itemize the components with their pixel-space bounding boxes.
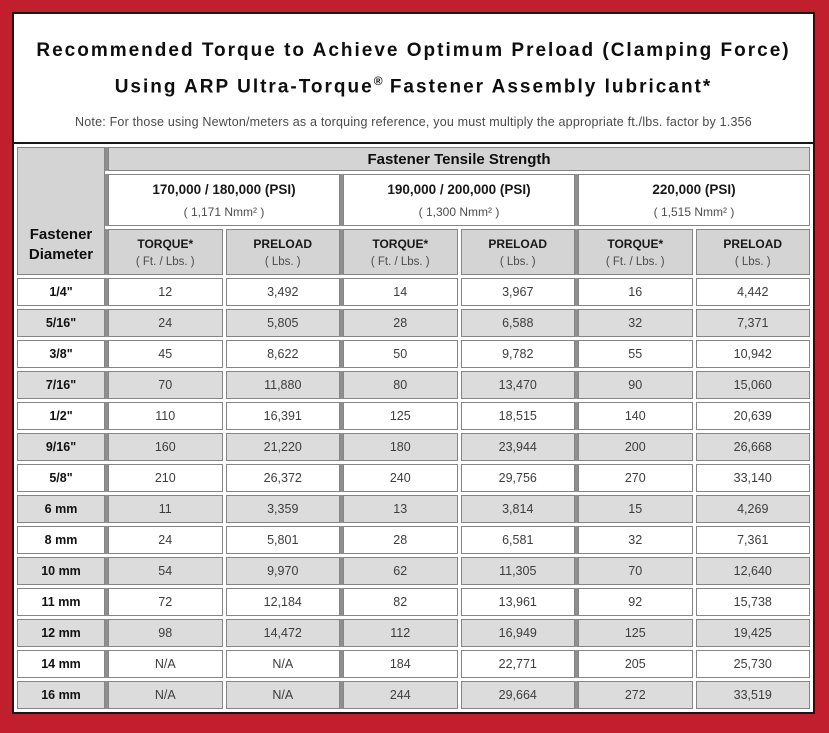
- value-cell: 92: [578, 588, 693, 616]
- value-cell: 25,730: [696, 650, 811, 678]
- psi-group-header-220: [578, 174, 810, 226]
- diameter-cell: 14 mm: [17, 650, 105, 678]
- value-cell: 14: [343, 278, 458, 306]
- preload-column-header: PRELOAD ( Lbs. ): [696, 229, 811, 275]
- value-cell: 50: [343, 340, 458, 368]
- value-cell: 32: [578, 526, 693, 554]
- diameter-cell: 8 mm: [17, 526, 105, 554]
- value-cell: N/A: [108, 681, 223, 709]
- psi-group-row: [17, 174, 810, 226]
- table-row: [17, 588, 810, 616]
- value-cell: 12,184: [226, 588, 341, 616]
- nmm-label: ( 1,300 Nmm² ): [418, 204, 500, 219]
- value-cell: N/A: [226, 650, 341, 678]
- value-cell: 5,805: [226, 309, 341, 337]
- value-cell: 80: [343, 371, 458, 399]
- diameter-cell: 7/16": [17, 371, 105, 399]
- value-cell: 90: [578, 371, 693, 399]
- value-cell: 98: [108, 619, 223, 647]
- value-cell: 3,967: [461, 278, 576, 306]
- value-cell: 5,801: [226, 526, 341, 554]
- value-cell: 29,664: [461, 681, 576, 709]
- value-cell: 4,442: [696, 278, 811, 306]
- value-cell: 23,944: [461, 433, 576, 461]
- value-cell: 200: [578, 433, 693, 461]
- table-row: [17, 681, 810, 709]
- value-cell: 72: [108, 588, 223, 616]
- value-cell: 205: [578, 650, 693, 678]
- table-row: [17, 464, 810, 492]
- diameter-cell: 10 mm: [17, 557, 105, 585]
- value-cell: 9,970: [226, 557, 341, 585]
- tensile-strength-header: Fastener Tensile Strength: [108, 147, 810, 171]
- value-cell: 140: [578, 402, 693, 430]
- value-cell: 82: [343, 588, 458, 616]
- value-cell: 11: [108, 495, 223, 523]
- torque-column-header: TORQUE* ( Ft. / Lbs. ): [108, 229, 223, 275]
- value-cell: 33,140: [696, 464, 811, 492]
- title-line2-text-after: Fastener Assembly lubricant*: [382, 76, 713, 98]
- nmm-label: ( 1,171 Nmm² ): [183, 204, 265, 219]
- conversion-note: Note: For those using Newton/meters as a torquing reference, you must multiply the appropriate ft./lbs. factor by 1.356: [75, 115, 752, 130]
- value-cell: 112: [343, 619, 458, 647]
- diameter-cell: 9/16": [17, 433, 105, 461]
- table-row: [17, 619, 810, 647]
- fastener-diameter-header: [17, 147, 105, 275]
- value-cell: 12,640: [696, 557, 811, 585]
- fastener-diameter-header-line1: Fastener: [29, 226, 93, 244]
- psi-label: 220,000 (PSI): [652, 181, 736, 197]
- value-cell: 28: [343, 526, 458, 554]
- table-row: [17, 278, 810, 306]
- fastener-diameter-header-line2: Diameter: [28, 246, 94, 264]
- preload-column-header: PRELOAD ( Lbs. ): [461, 229, 576, 275]
- value-cell: 55: [578, 340, 693, 368]
- value-cell: 24: [108, 526, 223, 554]
- value-cell: 240: [343, 464, 458, 492]
- value-cell: 21,220: [226, 433, 341, 461]
- value-cell: 14,472: [226, 619, 341, 647]
- value-cell: 62: [343, 557, 458, 585]
- value-cell: 32: [578, 309, 693, 337]
- table-row: [17, 526, 810, 554]
- registered-trademark-symbol: ®: [373, 74, 383, 88]
- value-cell: 70: [108, 371, 223, 399]
- value-cell: 16,949: [461, 619, 576, 647]
- diameter-cell: 16 mm: [17, 681, 105, 709]
- value-cell: 7,371: [696, 309, 811, 337]
- psi-group-header-190-200: [343, 174, 575, 226]
- value-cell: 19,425: [696, 619, 811, 647]
- psi-group-header-170-180: [108, 174, 340, 226]
- value-cell: 125: [343, 402, 458, 430]
- value-cell: 13,470: [461, 371, 576, 399]
- value-cell: 11,305: [461, 557, 576, 585]
- preload-column-header: PRELOAD ( Lbs. ): [226, 229, 341, 275]
- value-cell: 15: [578, 495, 693, 523]
- table-row: [17, 650, 810, 678]
- value-cell: 33,519: [696, 681, 811, 709]
- value-cell: N/A: [226, 681, 341, 709]
- psi-label: 190,000 / 200,000 (PSI): [387, 181, 531, 197]
- value-cell: 3,359: [226, 495, 341, 523]
- diameter-cell: 1/4": [17, 278, 105, 306]
- value-cell: 9,782: [461, 340, 576, 368]
- value-cell: 70: [578, 557, 693, 585]
- table-row: [17, 309, 810, 337]
- torque-table: [14, 144, 813, 712]
- value-cell: 11,880: [226, 371, 341, 399]
- diameter-cell: 5/16": [17, 309, 105, 337]
- value-cell: 6,588: [461, 309, 576, 337]
- value-cell: 4,269: [696, 495, 811, 523]
- value-cell: 29,756: [461, 464, 576, 492]
- diameter-cell: 3/8": [17, 340, 105, 368]
- value-cell: 26,372: [226, 464, 341, 492]
- value-cell: 24: [108, 309, 223, 337]
- value-cell: N/A: [108, 650, 223, 678]
- value-cell: 210: [108, 464, 223, 492]
- psi-label: 170,000 / 180,000 (PSI): [152, 181, 296, 197]
- value-cell: 7,361: [696, 526, 811, 554]
- value-cell: 160: [108, 433, 223, 461]
- value-cell: 13: [343, 495, 458, 523]
- value-cell: 8,622: [226, 340, 341, 368]
- value-cell: 26,668: [696, 433, 811, 461]
- table-row: [17, 340, 810, 368]
- value-cell: 3,814: [461, 495, 576, 523]
- value-cell: 184: [343, 650, 458, 678]
- torque-column-header: TORQUE* ( Ft. / Lbs. ): [578, 229, 693, 275]
- value-cell: 12: [108, 278, 223, 306]
- table-row: [17, 495, 810, 523]
- document-panel: [12, 12, 815, 714]
- value-cell: 244: [343, 681, 458, 709]
- value-cell: 16,391: [226, 402, 341, 430]
- value-cell: 10,942: [696, 340, 811, 368]
- value-cell: 22,771: [461, 650, 576, 678]
- value-cell: 272: [578, 681, 693, 709]
- value-cell: 270: [578, 464, 693, 492]
- value-cell: 28: [343, 309, 458, 337]
- table-row: [17, 371, 810, 399]
- value-cell: 15,738: [696, 588, 811, 616]
- diameter-cell: 6 mm: [17, 495, 105, 523]
- value-cell: 45: [108, 340, 223, 368]
- title-line2-text: Using ARP Ultra-Torque: [114, 76, 374, 98]
- value-cell: 125: [578, 619, 693, 647]
- value-cell: 15,060: [696, 371, 811, 399]
- value-cell: 6,581: [461, 526, 576, 554]
- value-cell: 3,492: [226, 278, 341, 306]
- value-cell: 13,961: [461, 588, 576, 616]
- table-row: [17, 557, 810, 585]
- table-row: [17, 402, 810, 430]
- table-body: [17, 278, 810, 709]
- value-cell: 16: [578, 278, 693, 306]
- diameter-cell: 5/8": [17, 464, 105, 492]
- table-row: [17, 433, 810, 461]
- title-block: [14, 14, 813, 142]
- diameter-cell: 12 mm: [17, 619, 105, 647]
- value-cell: 180: [343, 433, 458, 461]
- page-title-line2: [14, 66, 813, 102]
- nmm-label: ( 1,515 Nmm² ): [653, 204, 735, 219]
- value-cell: 18,515: [461, 402, 576, 430]
- page-title-line1: Recommended Torque to Achieve Optimum Preload (Clamping Force): [36, 40, 791, 61]
- torque-column-header: TORQUE* ( Ft. / Lbs. ): [343, 229, 458, 275]
- value-cell: 54: [108, 557, 223, 585]
- torque-table-wrap: [14, 142, 813, 712]
- value-cell: 20,639: [696, 402, 811, 430]
- tensile-strength-row: [17, 147, 810, 171]
- diameter-cell: 1/2": [17, 402, 105, 430]
- value-cell: 110: [108, 402, 223, 430]
- diameter-cell: 11 mm: [17, 588, 105, 616]
- column-header-row: [17, 229, 810, 275]
